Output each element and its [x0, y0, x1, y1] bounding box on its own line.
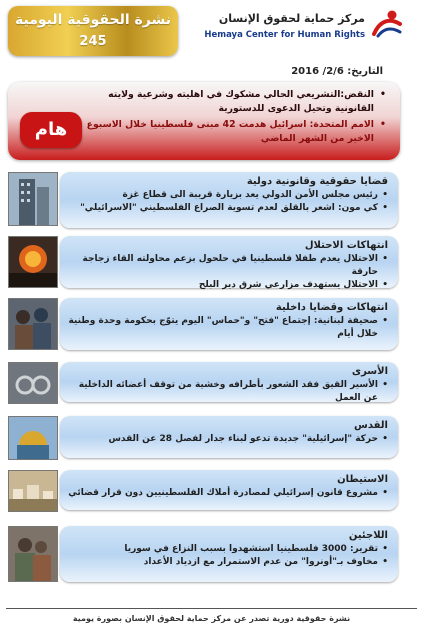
news-item: • حركة "إسرائيلية" جديدة تدعو لبناء جدار لفصل 28 عن القدس	[66, 433, 388, 446]
dome-photo-icon	[9, 417, 57, 459]
section-photo	[8, 298, 58, 350]
section-title: القدس	[354, 420, 388, 431]
section-panel	[60, 298, 398, 350]
section-photo	[8, 526, 58, 582]
section-photo	[8, 416, 58, 460]
news-item: • كي مون: اشعر بالقلق لعدم تسوية الصراع الفلسطيني "الاسرائيلي"	[66, 202, 388, 215]
section-settlements	[8, 470, 398, 510]
news-item: • تقرير: 3000 فلسطينيا استشهدوا بسبب النزاع في سوريا	[66, 543, 388, 556]
section-panel	[60, 172, 398, 228]
section-title: الاستيطان	[337, 474, 388, 485]
news-item: • الأسير القيق فقد الشعور بأطرافه وخشية من توقف أعضائه الداخلية عن العمل	[66, 379, 388, 405]
settlement-photo-icon	[9, 471, 57, 511]
important-news-list	[86, 88, 386, 148]
important-news-box	[8, 82, 400, 160]
org-name-arabic: مركز حماية لحقوق الإنسان	[218, 12, 365, 25]
section-jerusalem	[8, 416, 398, 458]
important-badge: هام	[20, 112, 82, 148]
section-refugees	[8, 526, 398, 582]
section-panel	[60, 416, 398, 458]
news-item: • الاحتلال يستهدف مزارعي شرق دير البلح	[66, 279, 388, 292]
section-panel	[60, 236, 398, 288]
issue-number: 245	[79, 34, 107, 49]
news-item: • مشروع قانون إسرائيلي لمصادرة أملاك الفلسطينيين دون قرار قضائي	[66, 487, 388, 500]
hemaya-logo-icon	[370, 8, 404, 38]
important-news-item: • الامم المتحدة: اسرائيل هدمت 42 مبنى فلسطينيا خلال الاسبوع الاخير من الشهر الماضي	[86, 118, 386, 146]
building-photo-icon	[9, 173, 57, 225]
footer-divider	[6, 608, 417, 609]
section-panel	[60, 470, 398, 510]
handcuff-photo-icon	[9, 363, 57, 403]
section-title: انتهاكات الاحتلال	[304, 240, 388, 251]
news-item: • مخاوف بـ"أونروا" من عدم الاستمرار مع ازدياد الأعداد	[66, 556, 388, 569]
section-title: اللاجئين	[348, 530, 388, 541]
section-panel	[60, 362, 398, 402]
newsletter-banner	[8, 6, 178, 56]
important-news-item: • النقض:التشريعي الحالي مشكوك في اهليته وشرعية ولايته القانونية وتحيل الدعوى للدستورية	[86, 88, 386, 116]
section-international-rights	[8, 172, 398, 228]
crowd-photo-icon	[9, 299, 57, 349]
section-photo	[8, 470, 58, 512]
section-title: الأسرى	[351, 366, 388, 377]
refugees-photo-icon	[9, 527, 57, 581]
section-panel	[60, 526, 398, 582]
footer-text: نشرة حقوقية دورية تصدر عن مركز حماية لحقوق الإنسان بصورة يومية	[72, 614, 351, 623]
section-photo	[8, 362, 58, 404]
section-title: انتهاكات وقضايا داخلية	[275, 302, 388, 313]
news-item: • رئيس مجلس الأمن الدولي يعد بزيارة قريبة الى قطاع غزة	[66, 189, 388, 202]
section-prisoners	[8, 362, 398, 402]
banner-title: نشرة الحقوقية اليومية	[14, 12, 172, 28]
news-item: • صحيفة لبنانية: إجتماع "فتح" و"حماس" اليوم يتوّج بحكومة وحدة وطنية خلال أيام	[66, 315, 388, 341]
section-photo	[8, 172, 58, 226]
section-internal-violations	[8, 298, 398, 350]
fire-photo-icon	[9, 237, 57, 287]
news-item: • الاحتلال يعدم طفلا فلسطينيا في حلحول بزعم محاولته القاء زجاجة حارقة	[66, 253, 388, 279]
section-occupation-violations	[8, 236, 398, 288]
org-name-english: Hemaya Center for Human Rights	[204, 30, 365, 40]
section-title: قضايا حقوقية وقانونية دولية	[246, 176, 388, 187]
section-photo	[8, 236, 58, 288]
issue-date: التاريخ: 2/6/ 2016	[291, 66, 383, 77]
